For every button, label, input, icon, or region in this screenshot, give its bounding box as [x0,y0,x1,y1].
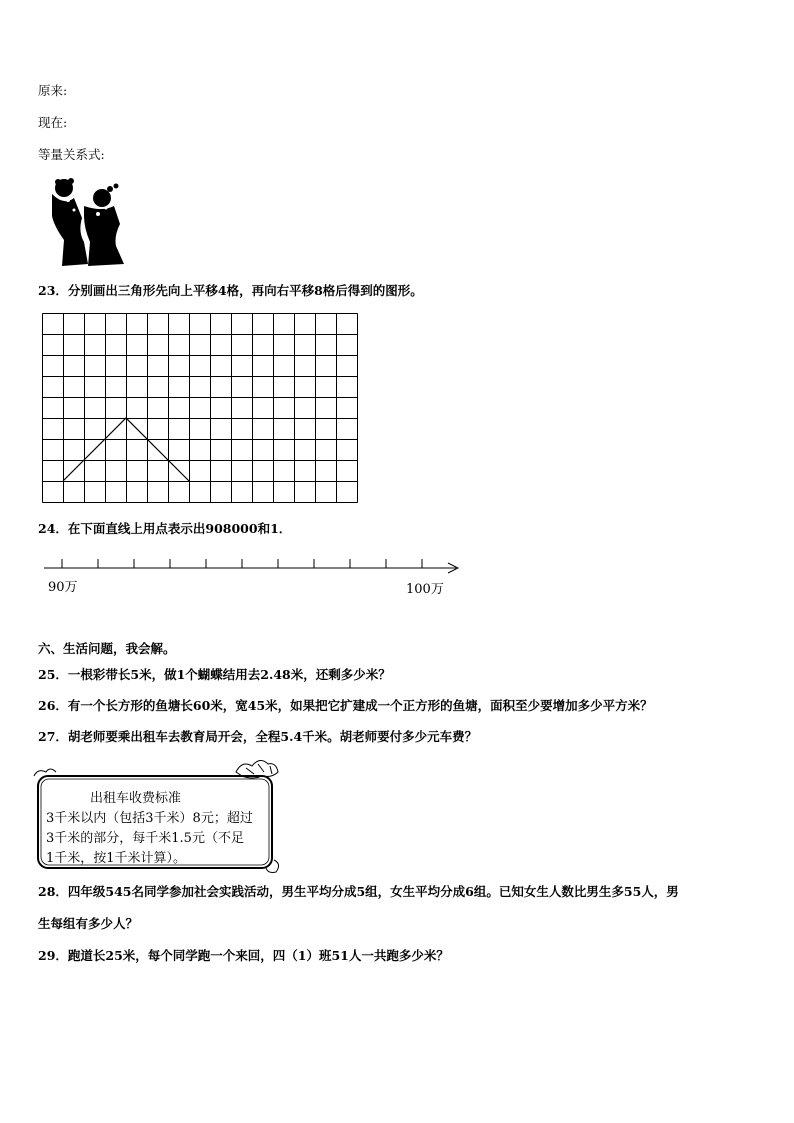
square-grid [42,313,358,505]
question-28-line-1: 28．四年级545名同学参加社会实践活动，男生平均分成5组，女生平均分成6组。已知女生人数比男生多55人，男 [38,884,679,899]
original-label: 原来: [38,83,68,98]
question-27: 27．胡老师要乘出租车去教育局开会，全程5.4千米。胡老师要付多少元车费？ [38,729,478,744]
question-28-line-2: 生每组有多少人？ [38,916,139,931]
now-label: 现在: [38,115,68,130]
question-29: 29．跑道长25米，每个同学跑一个来回，四（1）班51人一共跑多少米？ [38,948,449,963]
section-6-heading: 六、生活问题，我会解。 [38,641,176,656]
fare-box-line-2: 3千米的部分，每千米1.5元（不足 [46,831,244,846]
question-25: 25．一根彩带长5米，做1个蝴蝶结用去2.48米，还剩多少米？ [38,667,391,682]
number-line [44,556,464,578]
fare-box-line-3: 1千米，按1千米计算）。 [46,851,187,866]
question-24: 24．在下面直线上用点表示出908000和1． [38,521,292,536]
fare-box-line-1: 3千米以内（包括3千米）8元；超过 [46,811,253,826]
fare-box-title: 出租车收费标准 [90,791,182,806]
number-line-left-label: 90万 [48,580,78,595]
question-23: 23．分别画出三角形先向上平移4格，再向右平移8格后得到的图形。 [38,283,423,298]
number-line-right-label: 100万 [406,582,444,597]
equation-label: 等量关系式: [38,147,105,162]
question-26: 26．有一个长方形的鱼塘长60米，宽45米，如果把它扩建成一个正方形的鱼塘，面积至少要增加多少平方米？ [38,698,653,713]
children-silhouette-image [44,176,128,268]
